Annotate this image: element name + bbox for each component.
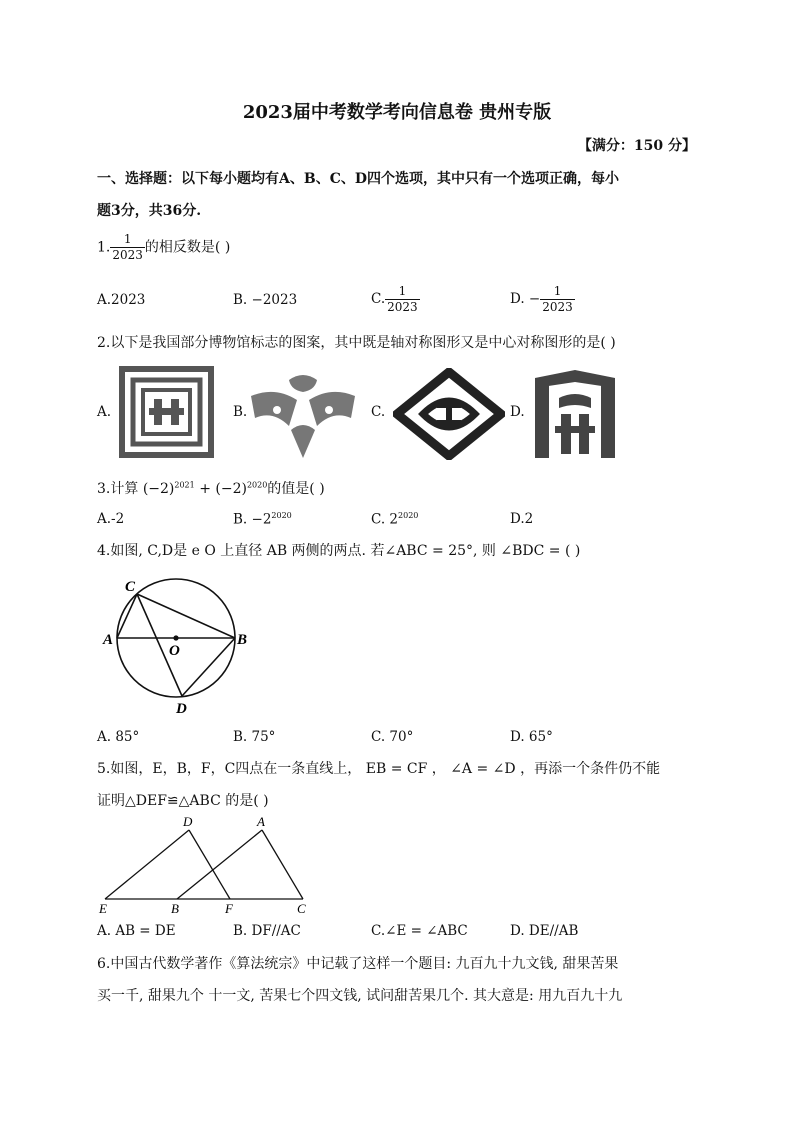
- q2-option-b: B.: [233, 404, 248, 420]
- q5-option-a: A. AB = DE: [97, 923, 176, 939]
- q1-fraction-denominator: 2023: [112, 248, 143, 262]
- q4-label-c: C: [125, 579, 136, 595]
- q4-chord-cb: [137, 594, 235, 638]
- q1-option-c-denominator: 2023: [387, 300, 418, 314]
- q5-segment-ba: [177, 830, 262, 899]
- q5-label-f: F: [225, 901, 233, 916]
- q4-center-point: [173, 635, 178, 640]
- q1-option-d-label: D. −: [510, 291, 541, 307]
- q5-label-d: D: [183, 814, 193, 829]
- q2-logo-c-icon: [393, 368, 505, 460]
- q1-stem: 的相反数是( ): [144, 239, 231, 256]
- q3-option-d: D.2: [510, 511, 534, 527]
- q5-label-c: C: [297, 901, 306, 916]
- question-5-line1: 5.如图，E，B，F，C四点在一条直线上， EB = CF ， ∠A = ∠D ，再添一个条件仍不能: [97, 761, 661, 777]
- q5-triangles-figure: [97, 812, 317, 920]
- q1-option-c-numerator: 1: [385, 284, 420, 300]
- q2-option-c: C.: [371, 404, 386, 420]
- q1-option-d-numerator: 1: [540, 284, 575, 300]
- q2-logo-a-icon: [119, 366, 214, 458]
- q1-fraction-numerator: 1: [110, 232, 145, 248]
- q3-stem-start: 3.计算: [97, 481, 139, 497]
- q5-option-d: D. DE//AB: [510, 923, 579, 939]
- q5-label-a: A: [257, 814, 265, 829]
- q4-circle-figure: [97, 574, 257, 720]
- q2-option-a: A.: [97, 404, 112, 420]
- q1-option-d-denominator: 2023: [542, 300, 573, 314]
- question-5-line2: 证明△DEF≌△ABC 的是( ): [97, 793, 269, 809]
- q5-option-b: B. DF//AC: [233, 923, 301, 939]
- section-instructions-line1: 一、选择题：以下每小题均有A、B、C、D四个选项，其中只有一个选项正确，每小: [97, 171, 619, 187]
- question-6-line1: 6.中国古代数学著作《算法统宗》中记载了这样一个题目: 九百九十九文钱, 甜果苦果: [97, 956, 619, 972]
- q5-segment-df: [189, 830, 230, 899]
- q4-chord-ca: [117, 594, 137, 638]
- q4-label-o: O: [169, 643, 180, 659]
- q5-label-b: B: [171, 901, 179, 916]
- q3-term1-base: (−2): [142, 481, 175, 497]
- q3-option-a: A.-2: [97, 511, 125, 527]
- q1-option-d: [510, 284, 575, 315]
- q5-label-e: E: [99, 901, 107, 916]
- q3-option-b: [233, 511, 292, 528]
- q3-option-c-exponent: 2020: [398, 511, 419, 520]
- q2-logo-b-icon: [249, 370, 357, 460]
- q1-fraction: [110, 232, 145, 263]
- q4-label-d: D: [176, 701, 187, 717]
- q2-logo-d-icon: [531, 368, 619, 462]
- q3-option-b-base: B. −2: [233, 511, 272, 528]
- q4-label-b: B: [237, 632, 248, 648]
- q3-plus: +: [199, 481, 211, 497]
- q3-term2-exponent: 2020: [246, 480, 268, 490]
- q1-option-c-label: C.: [371, 291, 386, 307]
- q1-option-c: [371, 284, 420, 315]
- full-score: 【满分：150 分】: [577, 138, 696, 154]
- q1-option-b: B. −2023: [233, 292, 298, 308]
- q5-segment-ac: [262, 830, 303, 899]
- q3-option-c: [371, 511, 418, 528]
- question-1: [97, 232, 230, 263]
- q4-option-a: A. 85°: [97, 729, 140, 745]
- q1-number: 1.: [97, 239, 111, 256]
- question-4: 4.如图, C,D是 e O 上直径 AB 两侧的两点. 若∠ABC = 25°, 则 ∠BDC = ( ): [97, 543, 581, 559]
- q5-segment-ed: [105, 830, 189, 899]
- q3-term1-exponent: 2021: [174, 480, 195, 490]
- q3-option-b-exponent: 2020: [271, 511, 292, 520]
- q4-option-c: C. 70°: [371, 729, 414, 745]
- section-instructions-line2: 题3分，共36分.: [97, 203, 202, 219]
- q3-stem-end: 的值是( ): [267, 481, 325, 497]
- q4-option-b: B. 75°: [233, 729, 276, 745]
- q5-option-c: C.∠E = ∠ABC: [371, 923, 468, 939]
- q3-term2-base: (−2): [215, 481, 247, 497]
- q4-option-d: D. 65°: [510, 729, 553, 745]
- question-2: 2.以下是我国部分博物馆标志的图案，其中既是轴对称图形又是中心对称图形的是( ): [97, 335, 616, 351]
- q1-option-a: A.2023: [97, 292, 146, 308]
- question-3: [97, 478, 325, 498]
- q4-label-a: A: [103, 632, 114, 648]
- page-title: 2023届中考数学考向信息卷 贵州专版: [242, 102, 552, 123]
- question-6-line2: 买一千, 甜果九个 十一文, 苦果七个四文钱, 试问甜苦果几个. 其大意是: 用九百九十九: [97, 988, 623, 1004]
- q2-option-d: D.: [510, 404, 525, 420]
- q3-option-c-base: C. 2: [371, 511, 399, 528]
